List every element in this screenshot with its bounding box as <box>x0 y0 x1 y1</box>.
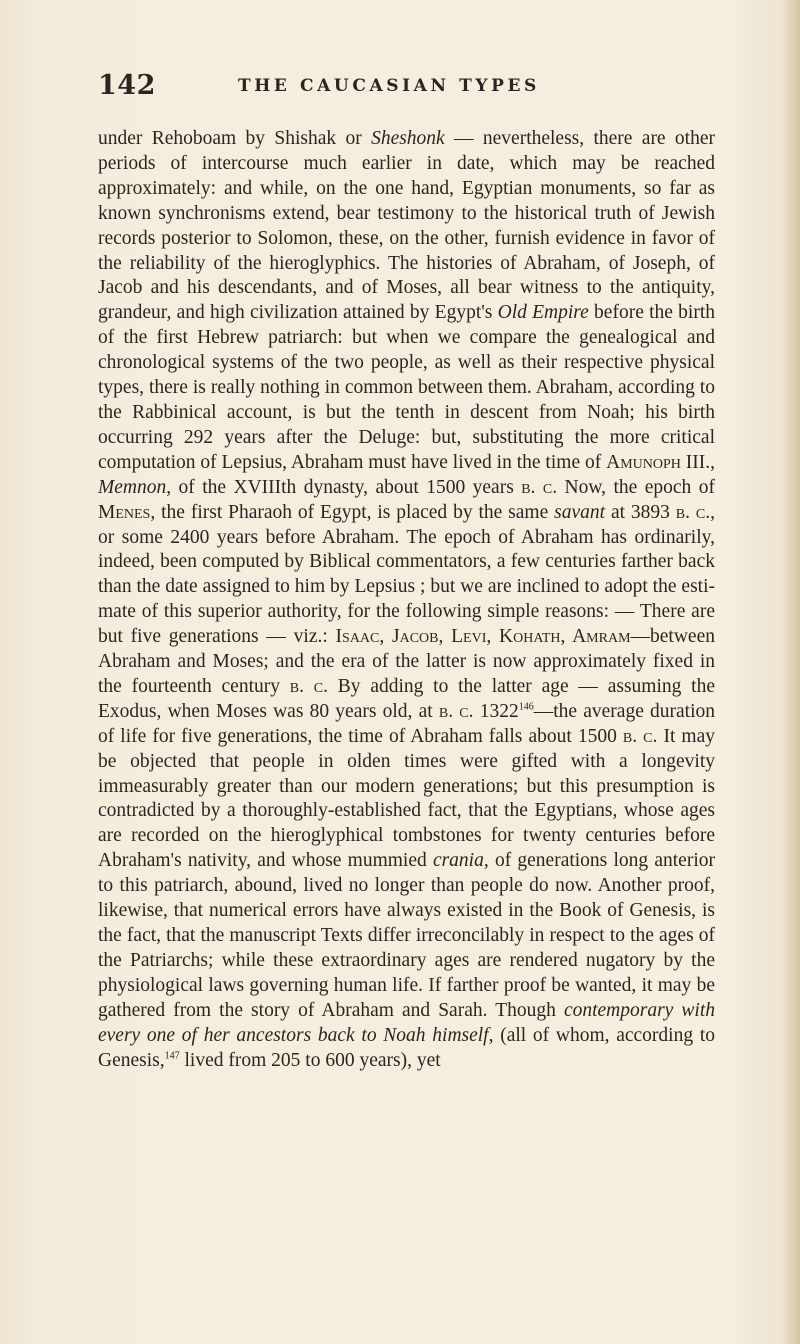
italic-run: Sheshonk <box>371 128 445 149</box>
text-run: —the average duration of life for five generations, the time of Abraham falls about 1500 <box>98 700 716 747</box>
text-run: Now, the epoch of <box>557 476 715 498</box>
text-run: lived from 205 to 600 years), yet <box>179 1049 441 1071</box>
small-caps-run: Menes <box>98 501 151 523</box>
footnote-ref: 147 <box>164 1050 180 1062</box>
text-run: By adding to the latter age — assuming the Exodus, when Moses was 80 years old, at <box>98 675 715 722</box>
running-title: THE CAUCASIAN TYPES <box>238 76 540 96</box>
page-number: 142 <box>98 70 156 101</box>
text-run: , of the XVIIIth dynasty, about 1500 years <box>166 476 522 498</box>
small-caps-run: Isaac, Jacob, Levi, Kohath, Amram <box>335 626 631 648</box>
text-run: It may be objected that people in olden times were gifted with a longevity immeasurably greater than our modern generations; but this presumption is contradicted by a thoroughly-established fact, that the Egyptians, whose ages are recorded on the hieroglyphical tombstones for twenty centuries before Abraham's nativity, and whose mummied <box>98 725 715 872</box>
text-run: under Rehoboam by Shishak or <box>98 128 372 149</box>
italic-run: Memnon <box>98 476 167 498</box>
text-run: —between Abraham and Moses; and the era of the latter is now approximately fixed in the fourteenth century <box>98 626 715 697</box>
italic-run: contemporary with every one of her ancestors back to Noah himself <box>98 999 715 1046</box>
text-run: before the birth of the first Hebrew patriarch: but when we compare the genealogical and chronological systems of the two people, as well as their respective physical types, there is really nothing in common between them. Abraham, according to the Rabbinical account, is but the tenth in descent from Noah; his birth occurring 292 years after the Deluge: but, substituting the more critical computation of Lepsius, Abraham must have lived in the time of <box>98 302 716 473</box>
footnote-ref: 146 <box>518 701 534 713</box>
running-header <box>98 70 718 100</box>
page-edge-shadow <box>782 0 800 1344</box>
text-run: , of generations long anterior to this patriarch, abound, lived no longer than people do now. Another proof, likewise, that numerical errors have always existed in the Book of Genesis, is the fact, that the manuscript Texts differ irreconcilably in respect to the ages of the Patriarchs; while these extraordinary ages are rendered nugatory by the physiological laws governing human life. If farther proof be wanted, it may be gathered from the story of Abraham and Sarah. Though <box>98 850 715 1021</box>
text-run: III., <box>680 451 716 473</box>
small-caps-run: b. c. <box>289 675 328 697</box>
body-paragraph <box>98 127 715 1073</box>
italic-run: Old Empire <box>497 302 589 324</box>
small-caps-run: b. c. <box>438 700 474 722</box>
small-caps-run: b. c. <box>622 725 658 747</box>
italic-run: savant <box>554 501 606 523</box>
small-caps-run: b. c. <box>675 501 711 523</box>
text-run: — nevertheless, there are other periods of intercourse much earlier in date, which may be reached approximately: and while, on the one hand, Egyptian monuments, so far as known synchronisms extend, bear testimony to the historical truth of Jewish records posterior to Solomon, these, on the other, furnish evidence in favor of the reliability of the hieroglyphics. The histories of Abraham, of Joseph, of Jacob and his descendants, and of Moses, all bear witness to the antiquity, grandeur, and high civilization attained by Egypt's <box>98 128 715 324</box>
text-run: 1322 <box>473 700 519 722</box>
text-run: , the first Pharaoh of Egypt, is placed by the same <box>150 501 555 523</box>
text-run: , (all of whom, according to Genesis, <box>98 1024 715 1071</box>
small-caps-run: b. c. <box>521 476 558 498</box>
text-run: , or some 2400 years before Abraham. The epoch of Abraham has ordinarily, indeed, been computed by Biblical commentators, a few centuries farther back than the date assigned to him by Lepsius ; but we are inclined to adopt the estimate of this superior authority, for the following simple reasons: — There are but five generations — viz.: <box>98 501 715 648</box>
italic-run: crania <box>432 850 484 872</box>
text-run: at 3893 <box>605 501 676 523</box>
small-caps-run: Amunoph <box>606 451 681 473</box>
